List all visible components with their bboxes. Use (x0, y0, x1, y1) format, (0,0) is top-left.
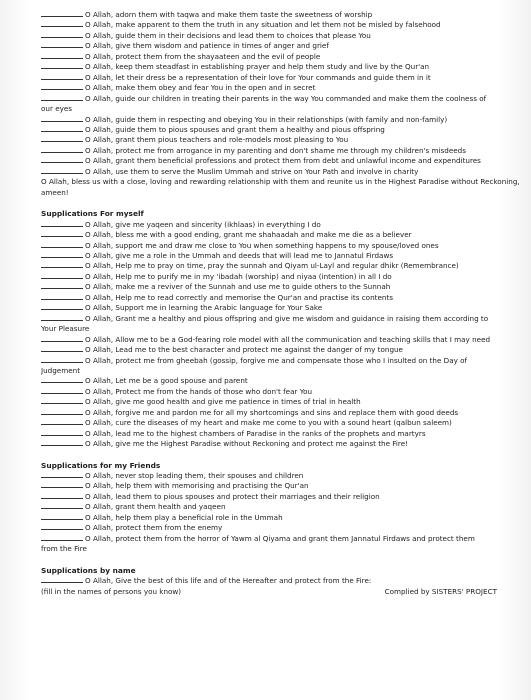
supplication-line (41, 439, 521, 449)
fill-in-blank[interactable] (41, 156, 83, 163)
supplication-text: O Allah, make me a reviver of the Sunnah and use me to guide others to the Sunnah (85, 282, 391, 292)
supplication-line (41, 387, 521, 397)
supplication-text: O Allah, help them with memorising and practising the Qur'an (85, 481, 309, 491)
supplication-text: O Allah, grant them beneficial professions and protect them from debt and unlawful income and expenditures (85, 156, 481, 166)
supplication-line (41, 146, 521, 156)
supplication-text: O Allah, cure the diseases of my heart and make me come to you with a sound heart (qalbun saleem) (85, 418, 452, 428)
fill-in-blank[interactable] (41, 167, 83, 174)
supplication-line (41, 408, 521, 418)
supplication-line (41, 523, 521, 533)
fill-in-note: (fill in the names of persons you know) (41, 586, 182, 596)
fill-in-blank[interactable] (41, 345, 83, 352)
supplication-line (41, 31, 521, 41)
fill-in-blank[interactable] (41, 146, 83, 153)
supplication-line (41, 251, 521, 261)
fill-in-blank[interactable] (41, 397, 83, 404)
supplication-line (41, 335, 521, 345)
fill-in-blank[interactable] (41, 241, 83, 248)
closing-prayer: O Allah, bless us with a close, loving and rewarding relationship with them and reunite us in the Highest Paradise without Reckoning, ameen! (41, 177, 520, 197)
fill-in-blank[interactable] (41, 94, 83, 101)
fill-in-blank[interactable] (41, 303, 83, 310)
supplication-text: O Allah, protect them from the horror of Yawm al Qiyama and grant them Jannatul Firdaws and protect them (85, 533, 475, 543)
supplication-line (41, 376, 521, 386)
fill-in-blank[interactable] (41, 376, 83, 383)
supplication-text: O Allah, Grant me a healthy and pious offspring and give me wisdom and guidance in raising them according to (85, 313, 489, 323)
supplication-line (41, 62, 521, 72)
footer-row (41, 587, 521, 597)
supplication-text: O Allah, give me a role in the Ummah and deeds that will lead me to Jannatul Firdaws (85, 250, 394, 260)
supplication-text: O Allah, guide our children in treating their parents in the way You commanded and make them the coolness of (85, 93, 487, 103)
fill-in-blank[interactable] (41, 429, 83, 436)
continuation-text: Your Pleasure (41, 324, 90, 334)
supplication-line (41, 220, 521, 230)
supplication-text: O Allah, Support me in learning the Arabic language for Your Sake (85, 303, 323, 313)
fill-in-blank[interactable] (41, 314, 83, 321)
supplication-line (41, 282, 521, 292)
fill-in-blank[interactable] (41, 251, 83, 258)
supplication-line (41, 230, 521, 240)
supplication-text: O Allah, make apparent to them the truth in any situation and let them not be misled by falsehood (85, 20, 441, 30)
supplication-text: O Allah, give them wisdom and patience in times of anger and grief (85, 41, 329, 51)
supplication-line (41, 303, 521, 313)
fill-in-blank[interactable] (41, 135, 83, 142)
supplication-line (41, 356, 521, 366)
supplication-text: O Allah, Allow me to be a God-fearing role model with all the communication and teaching skills that I may need (85, 334, 491, 344)
supplication-text: O Allah, Help me to pray on time, pray the sunnah and Qiyam ul-Layl and regular dhikr (Remembrance) (85, 261, 459, 271)
supplication-line (41, 167, 521, 177)
supplication-line (41, 94, 521, 104)
supplication-text: O Allah, support me and draw me close to You when something happens to my spouse/loved ones (85, 240, 439, 250)
supplication-line (41, 261, 521, 271)
fill-in-blank[interactable] (41, 261, 83, 268)
supplication-text: O Allah, lead me to the highest chambers of Paradise in the ranks of the prophets and martyrs (85, 428, 426, 438)
supplication-text: O Allah, keep them steadfast in establishing prayer and help them study and live by the Qur'an (85, 62, 430, 72)
fill-in-blank[interactable] (41, 471, 83, 478)
fill-in-blank[interactable] (41, 230, 83, 237)
supplication-text: O Allah, protect me from arrogance in my parenting and don't shame me through my children's misdeeds (85, 145, 466, 155)
supplication-text: O Allah, forgive me and pardon me for all my shortcomings and sins and replace them with good deeds (85, 407, 459, 417)
supplication-line (41, 20, 521, 30)
supplication-line (41, 156, 521, 166)
supplication-line (41, 314, 521, 324)
continuation-text: Judgement (41, 365, 81, 375)
supplication-line (41, 418, 521, 428)
fill-in-blank[interactable] (41, 10, 83, 17)
supplication-text: O Allah, Protect me from the hands of those who don't fear You (85, 386, 313, 396)
supplication-line (41, 125, 521, 135)
supplication-line (41, 397, 521, 407)
heading-myself: Supplications For myself (41, 209, 144, 219)
supplication-line (41, 52, 521, 62)
fill-in-blank[interactable] (41, 31, 83, 38)
supplication-line (41, 241, 521, 251)
supplication-line (41, 492, 521, 502)
supplication-text: O Allah, adorn them with taqwa and make them taste the sweetness of worship (85, 10, 373, 19)
fill-in-blank[interactable] (41, 439, 83, 446)
supplication-line (41, 534, 521, 544)
fill-in-blank[interactable] (41, 125, 83, 132)
supplication-line (41, 293, 521, 303)
continuation-text: our eyes (41, 104, 73, 114)
fill-in-blank[interactable] (41, 502, 83, 509)
supplication-text: O Allah, help them play a beneficial role in the Ummah (85, 512, 283, 522)
supplication-line (41, 513, 521, 523)
children-supplications-2 (41, 115, 521, 178)
supplication-line (41, 345, 521, 355)
supplication-text: O Allah, Help me to read correctly and memorise the Qur'an and practise its contents (85, 292, 393, 302)
myself-supplications-3 (41, 376, 521, 449)
fill-in-blank[interactable] (41, 115, 83, 122)
fill-in-blank[interactable] (41, 335, 83, 342)
fill-in-blank[interactable] (41, 387, 83, 394)
heading-friends: Supplications for my Friends (41, 460, 161, 470)
supplication-line (41, 10, 521, 20)
supplication-line (41, 471, 521, 481)
supplication-text: O Allah, lead them to pious spouses and protect their marriages and their religion (85, 491, 380, 501)
fill-in-blank[interactable] (41, 272, 83, 279)
myself-supplications-2 (41, 335, 521, 366)
fill-in-blank[interactable] (41, 408, 83, 415)
supplication-text: O Allah, give me good health and give me patience in times of trial in health (85, 397, 361, 407)
supplication-text: O Allah, give me yaqeen and sincerity (ikhlaas) in everything I do (85, 219, 321, 229)
fill-in-blank[interactable] (41, 513, 83, 520)
supplication-text: O Allah, guide them in respecting and obeying You in their relationships (with family and non-family) (85, 114, 448, 124)
children-supplications (41, 10, 521, 104)
name-supplication-text: O Allah, Give the best of this life and of the Hereafter and protect from the Fire: (85, 576, 372, 586)
credit-text: Complied by SISTERS' PROJECT (384, 586, 497, 596)
supplication-line (41, 83, 521, 93)
fill-in-blank[interactable] (41, 418, 83, 425)
heading-by-name: Supplications by name (41, 565, 136, 575)
supplication-text: O Allah, protect them from the shayaateen and the evil of people (85, 51, 321, 61)
supplication-text: O Allah, grant them pious teachers and role-models most pleasing to You (85, 135, 349, 145)
supplication-text: O Allah, guide them in their decisions and lead them to choices that please You (85, 30, 371, 40)
supplication-text: O Allah, give me the Highest Paradise without Reckoning and protect me against the Fire! (85, 439, 408, 449)
supplication-text: O Allah, bless me with a good ending, grant me shahaadah and make me die as a believer (85, 230, 412, 240)
supplication-text: O Allah, let their dress be a representation of their love for Your commands and guide them in it (85, 72, 431, 82)
fill-in-blank[interactable] (41, 356, 83, 363)
supplication-text: O Allah, protect me from gheebah (gossip, forgive me and compensate those who I insulted on the Day of (85, 355, 468, 365)
supplication-text: O Allah, guide them to pious spouses and grant them a healthy and pious offspring (85, 124, 385, 134)
fill-in-blank[interactable] (41, 220, 83, 227)
fill-in-blank[interactable] (41, 481, 83, 488)
friends-supplications (41, 471, 521, 544)
supplication-text: O Allah, never stop leading them, their spouses and children (85, 471, 304, 481)
myself-supplications (41, 220, 521, 325)
supplication-line (41, 135, 521, 145)
supplication-line (41, 41, 521, 51)
supplication-text: O Allah, Let me be a good spouse and parent (85, 376, 248, 386)
continuation-text: from the Fire (41, 544, 87, 554)
fill-in-blank[interactable] (41, 20, 83, 27)
fill-in-blank[interactable] (41, 534, 83, 541)
fill-in-blank[interactable] (41, 62, 83, 69)
name-supplication-line (41, 576, 521, 586)
fill-in-blank[interactable] (41, 492, 83, 499)
supplication-text: O Allah, Lead me to the best character and protect me against the danger of my tongue (85, 345, 403, 355)
supplication-line (41, 73, 521, 83)
supplication-line (41, 272, 521, 282)
fill-in-blank[interactable] (41, 293, 83, 300)
supplication-text: O Allah, Help me to purify me in my 'ibadah (worship) and niyaa (intention) in all I do (85, 271, 392, 281)
fill-in-blank[interactable] (41, 576, 83, 583)
fill-in-blank[interactable] (41, 41, 83, 48)
fill-in-blank[interactable] (41, 73, 83, 80)
supplication-text: O Allah, protect them from the enemy (85, 523, 223, 533)
supplication-text: O Allah, use them to serve the Muslim Ummah and strive on Your Path and involve in charity (85, 166, 419, 176)
supplication-line (41, 481, 521, 491)
supplication-line (41, 429, 521, 439)
supplication-line (41, 502, 521, 512)
fill-in-blank[interactable] (41, 282, 83, 289)
fill-in-blank[interactable] (41, 523, 83, 530)
supplication-text: O Allah, grant them health and yaqeen (85, 502, 226, 512)
fill-in-blank[interactable] (41, 83, 83, 90)
supplication-text: O Allah, make them obey and fear You in the open and in secret (85, 83, 316, 93)
fill-in-blank[interactable] (41, 52, 83, 59)
supplication-line (41, 115, 521, 125)
